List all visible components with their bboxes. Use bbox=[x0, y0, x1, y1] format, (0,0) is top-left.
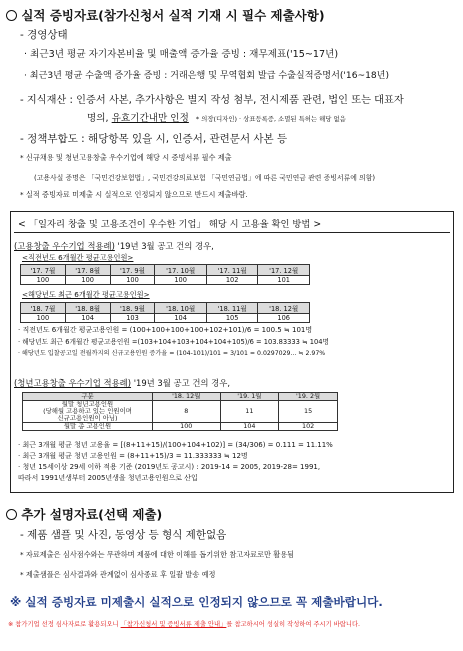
table-header-cell: 구분 bbox=[23, 393, 153, 401]
table-header-cell: '18. 7월 bbox=[21, 303, 66, 314]
guide-reference: 「참가신청서 및 증빙서류 제출 안내」 bbox=[120, 621, 227, 628]
employment-note: * 신규채용 및 청년고용창출 우수기업에 해당 시 증빙서류 필수 제출 bbox=[20, 153, 232, 162]
footer-note: ※ 참가기업 선정 심사자료로 활용되오니 「참가신청서 및 증빙서류 제출 안내」를 참고하시어 성실히 작성하여 주시기 바랍니다. bbox=[8, 621, 361, 628]
curr-year-table bbox=[20, 302, 310, 323]
table-header-cell: '19. 2월 bbox=[279, 393, 338, 401]
youth-age-rule-cont: 따라서 1991년생부터 2005년생을 청년고용인원으로 산입 bbox=[18, 474, 198, 482]
submission-note: * 실적 증빙자료 미제출 시 실적으로 인정되지 않으므로 반드시 제출바람. bbox=[20, 190, 248, 199]
hollow-circle-icon bbox=[6, 10, 17, 21]
table-cell: 106 bbox=[258, 314, 310, 323]
youth-example-heading: (청년고용창출 우수기업 적용례) '19년 3월 공고 건의 경우, bbox=[14, 378, 231, 388]
table-cell: 100 bbox=[155, 276, 207, 285]
table-cell: 104 bbox=[65, 314, 110, 323]
table-cell: 11 bbox=[220, 401, 279, 423]
table-cell: 104 bbox=[220, 423, 279, 431]
ip-line1: - 지식재산 : 인증서 사본, 추가사항은 별지 작성 첨부, 전시제품 관련, 법인 또는 대표자 bbox=[20, 95, 404, 106]
curr-year-label: <해당년도 최근 6개월간 평균고용인원> bbox=[22, 290, 150, 299]
table-cell: 103 bbox=[110, 314, 155, 323]
employment-proof-note: (고용사실 증명은 「국민건강보험법」, 국민건강의료보험 「국민연금법」에 따른 국민연금 관련 증빙서류에 의함) bbox=[34, 174, 376, 182]
ip-line2: 명의, 유효기간내만 인정 * 의장(디자인) · 상표등록증, 소멸된 특허는 해당 없음 bbox=[87, 113, 346, 124]
table-cell: 105 bbox=[206, 314, 258, 323]
box-divider bbox=[14, 232, 450, 233]
prev-year-label: <직전년도 6개월간 평균고용인원> bbox=[22, 253, 134, 262]
footer-warning: ※ 실적 증빙자료 미제출시 실적으로 인정되지 않으므로 꼭 제출바랍니다. bbox=[10, 595, 383, 609]
table-header-cell: '18. 10월 bbox=[155, 303, 207, 314]
sample-note1: * 자료제출은 심사점수와는 무관하며 제품에 대한 이해를 돕기위한 참고자료로만 활용됨 bbox=[20, 550, 295, 559]
table-header-cell: '18. 12월 bbox=[258, 303, 310, 314]
hollow-circle-icon bbox=[6, 509, 17, 520]
calc-prev-avg: · 직전년도 6개월간 평균고용인원 = (100+100+100+100+102+101)/6 = 100.5 ≒ 101명 bbox=[18, 326, 313, 334]
youth-calc-rate: · 최근 3개월 평균 청년 고용율 = [(8+11+15)/(100+104+102)] = (34/306) = 0.111 = 11.11% bbox=[18, 441, 333, 449]
calc-curr-avg: · 해당년도 최근 6개월간 평균고용인원 =(103+104+103+104+104+105)/6 = 103.83333 ≒ 104명 bbox=[18, 338, 329, 346]
table-cell: 100 bbox=[110, 276, 155, 285]
youth-row-label: 월말 청년고용인원 (당해월 고용하고 있는 인원이며 신규고용인원이 아님) bbox=[23, 401, 153, 423]
box-title: < 「일자리 창출 및 고용조건이 우수한 기업」 해당 시 고용율 확인 방법 > bbox=[18, 219, 322, 230]
prev-year-table bbox=[20, 264, 310, 285]
table-cell: 100 bbox=[65, 276, 110, 285]
table-header-cell: '17. 7월 bbox=[21, 265, 66, 276]
section2-heading: 추가 설명자료(선택 제출) bbox=[6, 505, 162, 523]
table-header-cell: '17. 10월 bbox=[155, 265, 207, 276]
table-cell: 102 bbox=[279, 423, 338, 431]
table-header-cell: '17. 12월 bbox=[258, 265, 310, 276]
table-header-cell: '18. 12월 bbox=[153, 393, 221, 401]
mgmt-item-equity: · 최근3년 평균 자기자본비율 및 매출액 증가율 증빙 : 재무제표('15~17년) bbox=[24, 49, 339, 60]
table-cell: 100 bbox=[21, 314, 66, 323]
table-header-cell: '17. 9월 bbox=[110, 265, 155, 276]
sample-item: - 제품 샘플 및 사진, 동영상 등 형식 제한없음 bbox=[20, 529, 227, 541]
calc-growth-rate: · 해당년도 입찰공고일 전월까지의 신규고용인원 증가율 = (104-101)/101 = 3/101 = 0.0297029... ≒ 2.97% bbox=[18, 350, 326, 357]
excellent-example-heading: (고용창출 우수기업 적용례) '19년 3월 공고 건의 경우, bbox=[14, 241, 214, 251]
ip-note: * 의장(디자인) · 상표등록증, 소멸된 특허는 해당 없음 bbox=[195, 115, 346, 123]
youth-age-rule: · 청년 15세이상 29세 이하 적용 기준 (2019년도 공고시) : 2019-14 = 2005, 2019-28= 1991, bbox=[18, 463, 321, 471]
table-cell: 101 bbox=[258, 276, 310, 285]
table-header-cell: '17. 8월 bbox=[65, 265, 110, 276]
table-cell: 102 bbox=[206, 276, 258, 285]
table-cell: 100 bbox=[21, 276, 66, 285]
table-header-cell: '19. 1월 bbox=[220, 393, 279, 401]
mgmt-item-export: · 최근3년 평균 수출액 증가율 증빙 : 거래은행 및 무역협회 발급 수출실적증명서('16~18년) bbox=[24, 71, 390, 81]
ip-valid-only: 유효기간내만 인정 bbox=[111, 113, 189, 124]
policy-line: - 정책부합도 : 해당항목 있을 시, 인증서, 관련문서 사본 등 bbox=[20, 133, 288, 145]
table-header-cell: '18. 9월 bbox=[110, 303, 155, 314]
table-cell: 104 bbox=[155, 314, 207, 323]
table-header-cell: '18. 11월 bbox=[206, 303, 258, 314]
youth-calc-avg: · 최근 3개월 평균 청년 고용인원 = (8+11+15)/3 = 11.333333 ≒ 12명 bbox=[18, 452, 248, 460]
table-cell: 100 bbox=[153, 423, 221, 431]
total-row-label: 월말 총 고용인원 bbox=[23, 423, 153, 431]
youth-employment-table bbox=[22, 392, 338, 431]
table-header-cell: '18. 8월 bbox=[65, 303, 110, 314]
sample-note2: * 제출샘플은 심사결과와 관계없이 심사종료 후 일괄 발송 예정 bbox=[20, 570, 216, 579]
mgmt-title: - 경영상태 bbox=[20, 29, 68, 41]
table-cell: 8 bbox=[153, 401, 221, 423]
table-header-cell: '17. 11월 bbox=[206, 265, 258, 276]
section1-heading: 실적 증빙자료(참가신청서 실적 기재 시 필수 제출사항) bbox=[6, 6, 325, 24]
table-cell: 15 bbox=[279, 401, 338, 423]
